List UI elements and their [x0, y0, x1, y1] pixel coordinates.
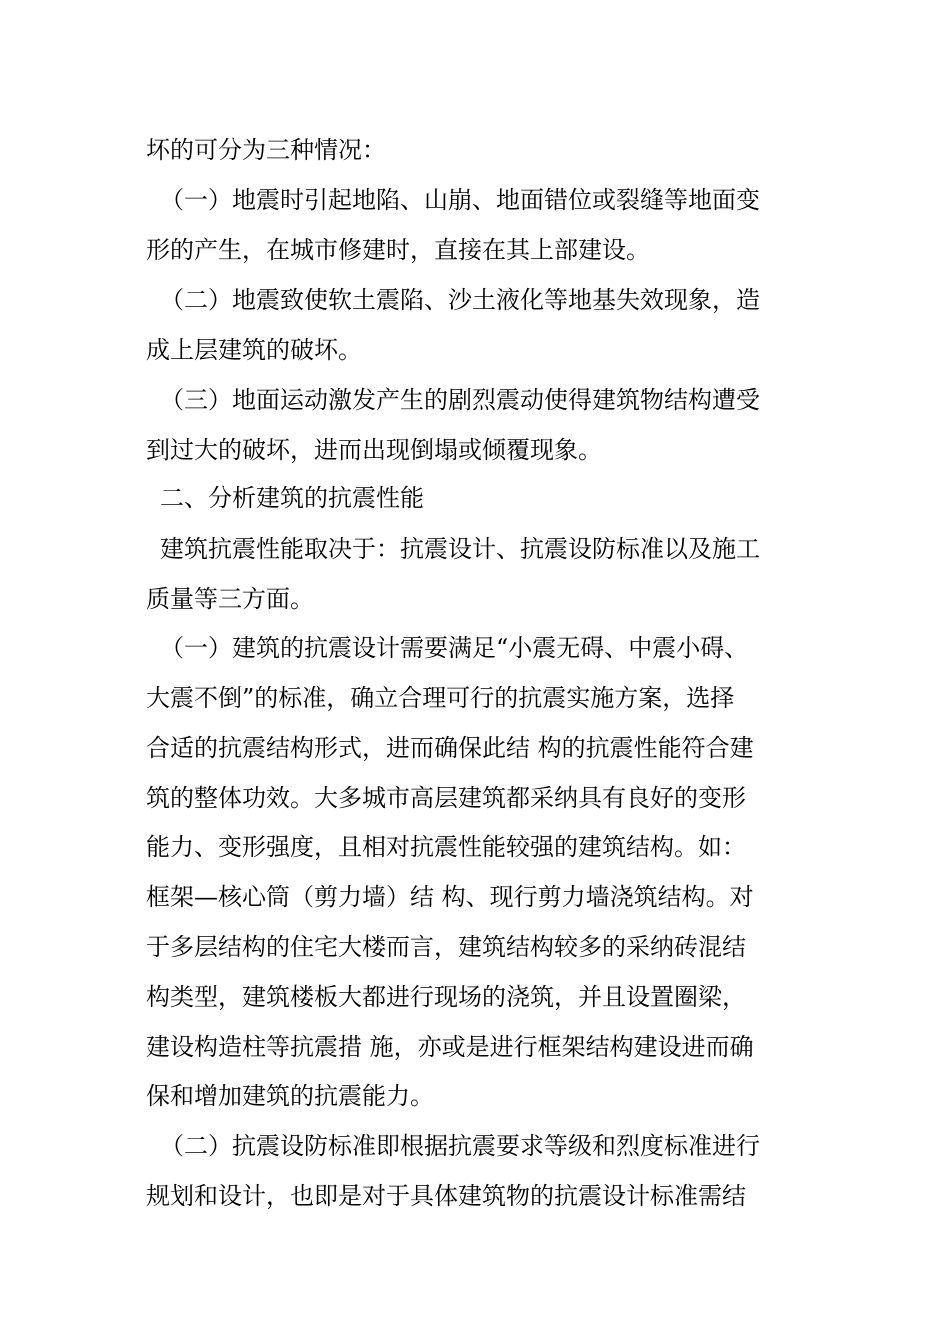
text-line: （三）地面运动激发产生的剧烈震动使得建筑物结构遭受 [160, 386, 760, 414]
text-line: 建筑抗震性能取决于：抗震设计、抗震设防标准以及施工 [160, 535, 760, 563]
text-line: 于多层结构的住宅大楼而言，建筑结构较多的采纳砖混结 [146, 933, 746, 961]
text-line: 成上层建筑的破坏。 [146, 336, 362, 364]
text-line: 筑的整体功效。大多城市高层建筑都采纳具有良好的变形 [146, 784, 746, 812]
text-line: （一）地震时引起地陷、山崩、地面错位或裂缝等地面变 [160, 186, 760, 214]
text-line: （一）建筑的抗震设计需要满足“小震无碍、中震小碍、 [160, 634, 749, 662]
text-line: 到过大的破坏，进而出现倒塌或倾覆现象。 [146, 436, 602, 464]
text-line: 大震不倒”的标准，确立合理可行的抗震实施方案，选择 [146, 684, 735, 712]
text-line: （二）抗震设防标准即根据抗震要求等级和烈度标准进行 [160, 1132, 760, 1160]
text-line: 质量等三方面。 [146, 585, 314, 613]
text-line: （二）地震致使软土震陷、沙土液化等地基失效现象，造 [160, 286, 760, 314]
text-line: 框架—核心筒（剪力墙）结 构、现行剪力墙浇筑结构。对 [146, 883, 754, 911]
text-line: 坏的可分为三种情况： [146, 136, 386, 164]
text-line: 规划和设计，也即是对于具体建筑物的抗震设计标准需结 [146, 1182, 746, 1210]
text-line: 构类型，建筑楼板大都进行现场的浇筑，并且设置圈梁， [146, 983, 746, 1011]
text-line: 合适的抗震结构形式，进而确保此结 构的抗震性能符合建 [146, 734, 754, 762]
text-line: 保和增加建筑的抗震能力。 [146, 1082, 434, 1110]
text-line: 形的产生，在城市修建时，直接在其上部建设。 [146, 236, 650, 264]
section-heading: 二、分析建筑的抗震性能 [160, 484, 424, 512]
text-line: 能力、变形强度，且相对抗震性能较强的建筑结构。如： [146, 833, 746, 861]
text-line: 建设构造柱等抗震措 施，亦或是进行框架结构建设进而确 [146, 1033, 754, 1061]
